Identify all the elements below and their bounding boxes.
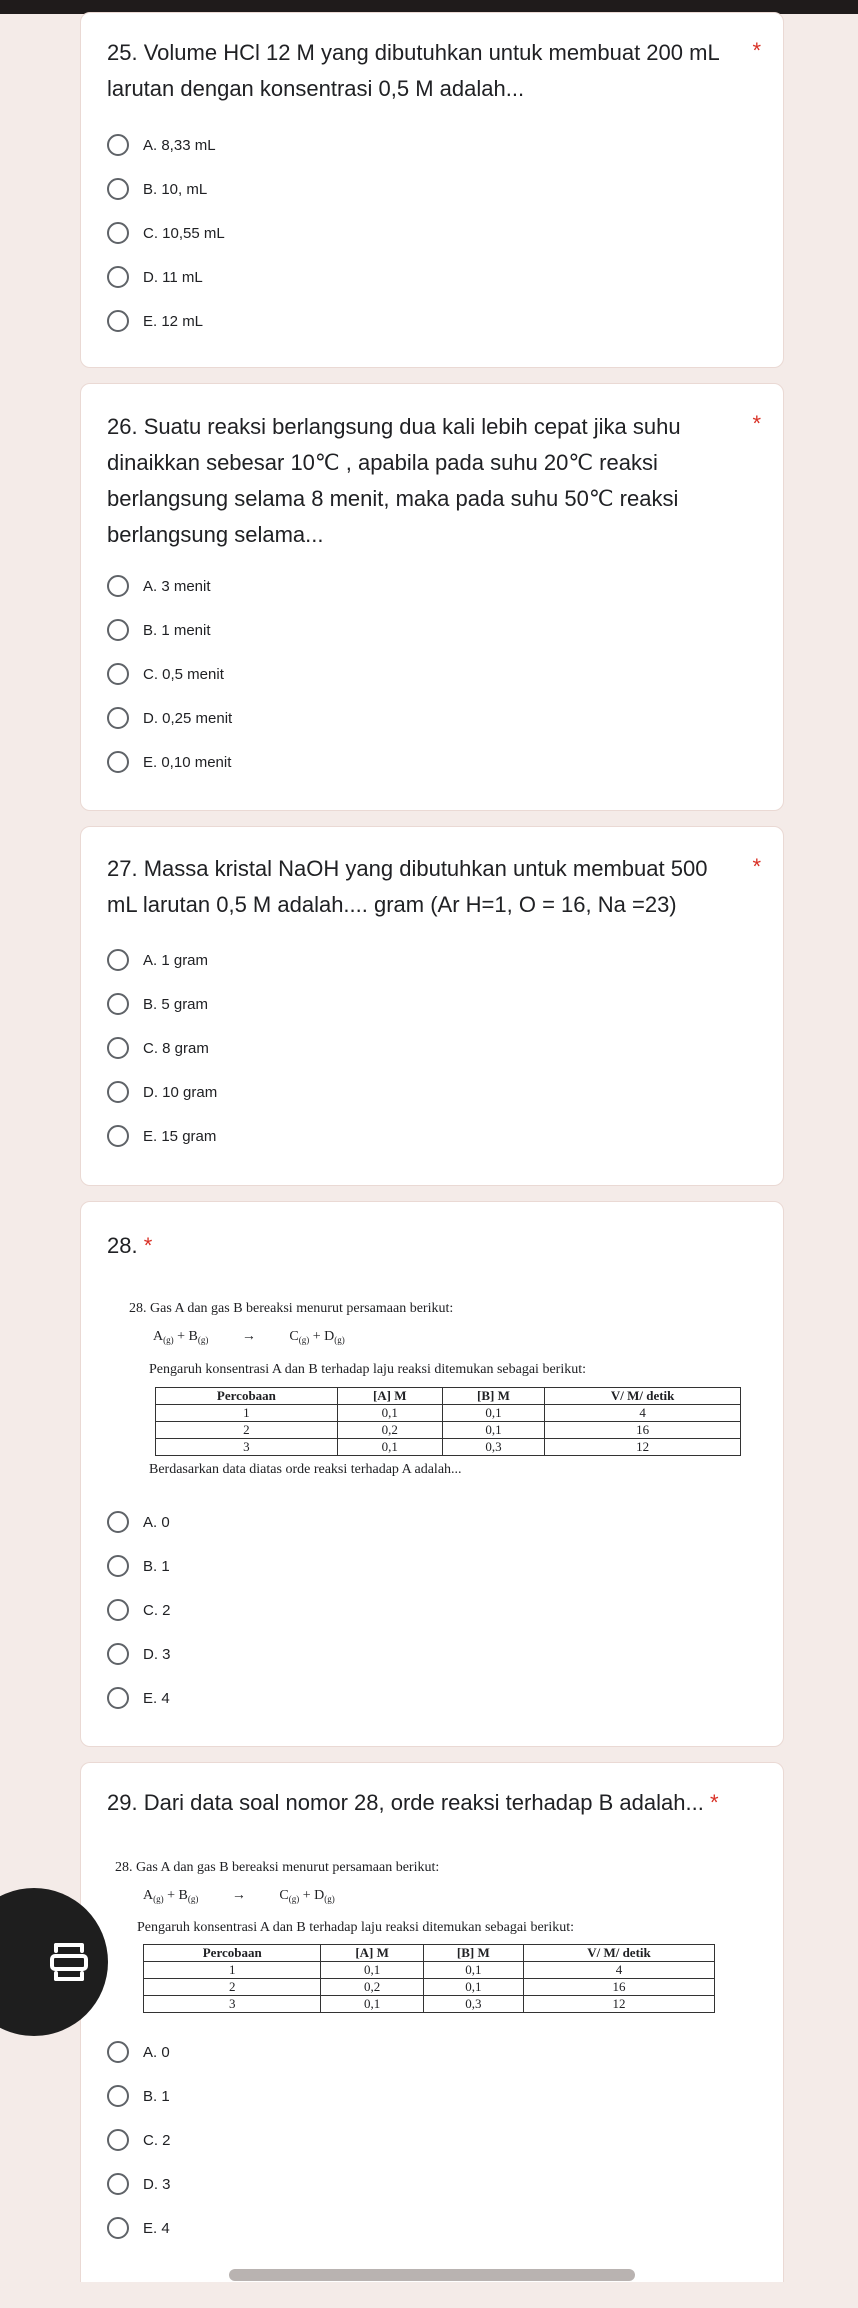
table-row: 1 0,1 0,1 4 (156, 1405, 741, 1422)
option-b[interactable]: B. 1 (107, 1554, 170, 1578)
table-row: 3 0,1 0,3 12 (156, 1439, 741, 1456)
image-subtitle-text: Pengaruh konsentrasi A dan B terhadap laju reaksi ditemukan sebagai berikut: (137, 1920, 574, 1935)
bracket-stack-icon (48, 1939, 90, 1985)
question-title: 26. Suatu reaksi berlangsung dua kali lebih cepat jika suhu dinaikkan sebesar 10℃ , apabila pada suhu 20℃ reaksi berlangsung selama 8 menit, maka pada suhu 50℃ reaksi berlangsung selama... (107, 414, 681, 547)
table-row: 1 0,1 0,1 4 (144, 1962, 715, 1979)
reaction-equation: $A_{(g)} + B_{(g)} \to C_{(g)} + D_{(g)}$ (153, 1329, 345, 1345)
image-intro-text: 28. Gas A dan gas B bereaksi menurut persamaan berikut: (115, 1860, 440, 1875)
radio-button[interactable] (107, 1687, 129, 1709)
image-subtitle-text: Pengaruh konsentrasi A dan B terhadap laju reaksi ditemukan sebagai berikut: (149, 1362, 586, 1377)
table-row: 2 0,2 0,1 16 (156, 1422, 741, 1439)
question-card-27 (80, 826, 784, 1186)
required-asterisk: * (752, 38, 761, 63)
radio-button[interactable] (107, 1081, 129, 1103)
option-a[interactable]: A. 1 gram (107, 948, 208, 972)
table-header-row: Percobaan [A] M [B] M V/ M/ detik (156, 1388, 741, 1405)
option-e[interactable]: E. 4 (107, 1686, 170, 1710)
question-title: 28. * (107, 1233, 153, 1258)
radio-button[interactable] (107, 2041, 129, 2063)
option-c[interactable]: C. 8 gram (107, 1036, 209, 1060)
radio-button[interactable] (107, 2217, 129, 2239)
radio-button[interactable] (107, 1125, 129, 1147)
option-a[interactable]: A. 0 (107, 2040, 170, 2064)
required-asterisk: * (752, 411, 761, 436)
option-b[interactable]: B. 1 menit (107, 618, 211, 642)
radio-button[interactable] (107, 1599, 129, 1621)
radio-button[interactable] (107, 619, 129, 641)
radio-button[interactable] (107, 2085, 129, 2107)
home-indicator[interactable] (229, 2269, 635, 2281)
image-intro-text: 28. Gas A dan gas B bereaksi menurut persamaan berikut: (129, 1301, 454, 1316)
option-a[interactable]: A. 0 (107, 1510, 170, 1534)
data-table (143, 1944, 715, 2013)
option-c[interactable]: C. 0,5 menit (107, 662, 224, 686)
question-title: 29. Dari data soal nomor 28, orde reaksi terhadap B adalah... * (107, 1790, 719, 1815)
option-c[interactable]: C. 2 (107, 1598, 171, 1622)
option-d[interactable]: D. 3 (107, 1642, 171, 1666)
option-b[interactable]: B. 10, mL (107, 177, 207, 201)
required-asterisk: * (709, 1790, 719, 1815)
question-image (81, 1763, 785, 2023)
data-table (155, 1387, 741, 1456)
option-b[interactable]: B. 1 (107, 2084, 170, 2108)
radio-button[interactable] (107, 1643, 129, 1665)
option-d[interactable]: D. 10 gram (107, 1080, 217, 1104)
question-card-29 (80, 1762, 784, 2282)
radio-button[interactable] (107, 993, 129, 1015)
option-a[interactable]: A. 8,33 mL (107, 133, 216, 157)
question-image (81, 1202, 785, 1502)
option-e[interactable]: E. 0,10 menit (107, 750, 231, 774)
question-title: 27. Massa kristal NaOH yang dibutuhkan untuk membuat 500 mL larutan 0,5 M adalah.... gram (Ar H=1, O = 16, Na =23) (107, 856, 708, 917)
option-d[interactable]: D. 0,25 menit (107, 706, 232, 730)
option-e[interactable]: E. 15 gram (107, 1124, 216, 1148)
radio-button[interactable] (107, 575, 129, 597)
required-asterisk: * (143, 1233, 153, 1258)
radio-button[interactable] (107, 1511, 129, 1533)
option-d[interactable]: D. 3 (107, 2172, 171, 2196)
radio-button[interactable] (107, 707, 129, 729)
question-card-28 (80, 1201, 784, 1747)
table-row: 3 0,1 0,3 12 (144, 1996, 715, 2013)
option-e[interactable]: E. 12 mL (107, 309, 203, 333)
radio-button[interactable] (107, 663, 129, 685)
radio-button[interactable] (107, 949, 129, 971)
radio-button[interactable] (107, 1037, 129, 1059)
radio-button[interactable] (107, 134, 129, 156)
option-b[interactable]: B. 5 gram (107, 992, 208, 1016)
question-title: 25. Volume HCl 12 M yang dibutuhkan untuk membuat 200 mL larutan dengan konsentrasi 0,5 M adalah... (107, 40, 720, 101)
option-e[interactable]: E. 4 (107, 2216, 170, 2240)
option-d[interactable]: D. 11 mL (107, 265, 203, 289)
table-header-row: Percobaan [A] M [B] M V/ M/ detik (144, 1945, 715, 1962)
radio-button[interactable] (107, 1555, 129, 1577)
question-card-26 (80, 383, 784, 811)
option-a[interactable]: A. 3 menit (107, 574, 211, 598)
reaction-equation: $A_{(g)} + B_{(g)} \to C_{(g)} + D_{(g)}$ (143, 1888, 335, 1904)
radio-button[interactable] (107, 2173, 129, 2195)
required-asterisk: * (752, 854, 761, 879)
option-c[interactable]: C. 2 (107, 2128, 171, 2152)
radio-button[interactable] (107, 178, 129, 200)
image-footer-text: Berdasarkan data diatas orde reaksi terhadap A adalah... (149, 1462, 462, 1477)
radio-button[interactable] (107, 310, 129, 332)
question-card-25 (80, 12, 784, 368)
radio-button[interactable] (107, 751, 129, 773)
table-row: 2 0,2 0,1 16 (144, 1979, 715, 1996)
radio-button[interactable] (107, 266, 129, 288)
radio-button[interactable] (107, 2129, 129, 2151)
radio-button[interactable] (107, 222, 129, 244)
option-c[interactable]: C. 10,55 mL (107, 221, 225, 245)
